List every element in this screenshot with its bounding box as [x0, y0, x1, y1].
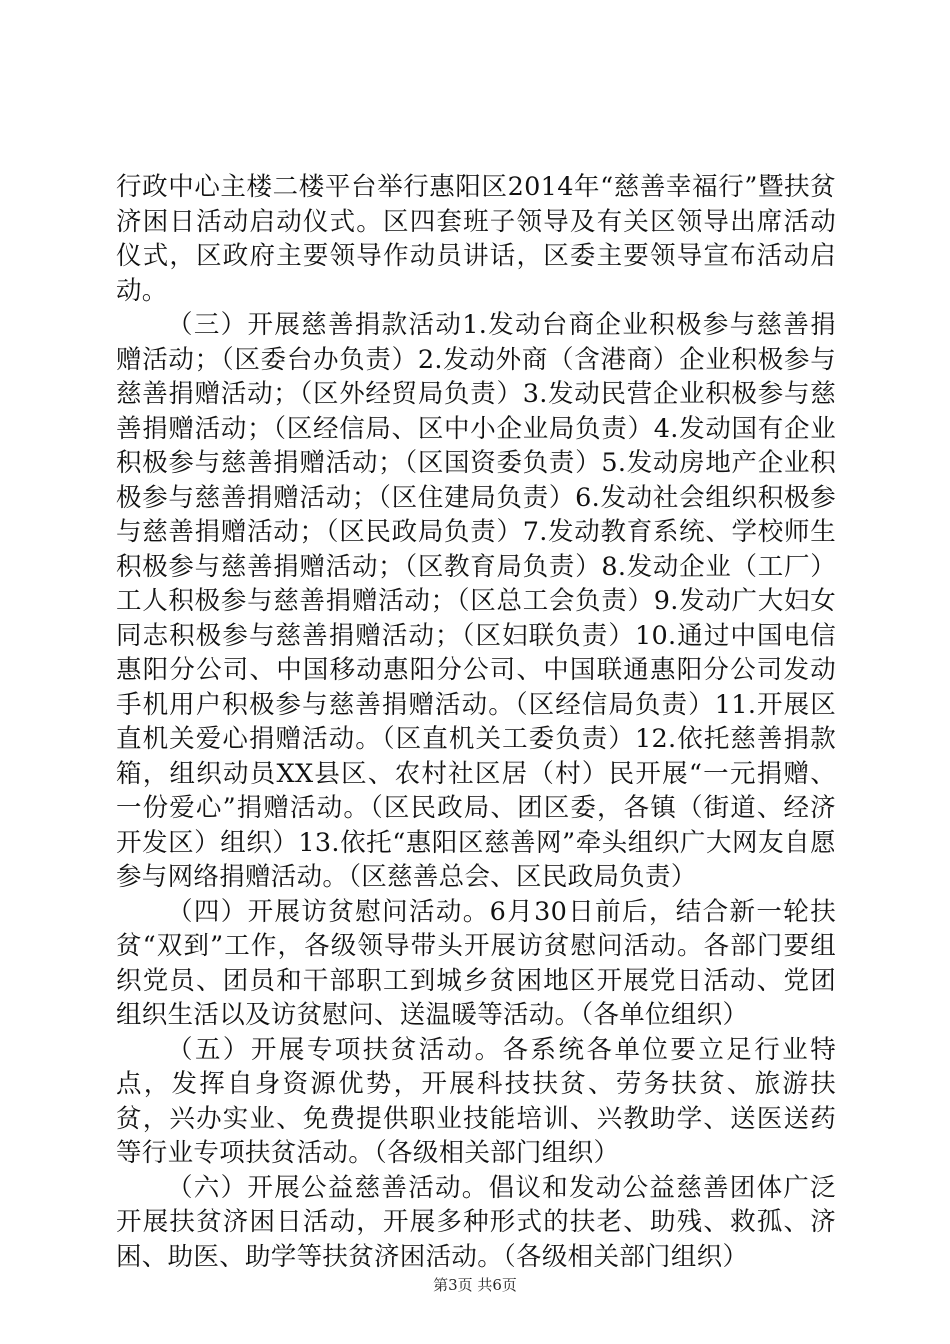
paragraph-section-6: （六）开展公益慈善活动。倡议和发动公益慈善团体广泛开展扶贫济困日活动，开展多种形式的扶老、助残、救孤、济困、助医、助学等扶贫济困活动。（各级相关部门组织） — [116, 1172, 836, 1272]
document-body — [116, 170, 836, 1274]
paragraph-intro: 行政中心主楼二楼平台举行惠阳区2014年“慈善幸福行”暨扶贫济困日活动启动仪式。区四套班子领导及有关区领导出席活动仪式，区政府主要领导作动员讲话，区委主要领导宣布活动启动。 — [116, 172, 836, 306]
paragraph-section-3: （三）开展慈善捐款活动1.发动台商企业积极参与慈善捐赠活动；（区委台办负责）2.发动外商（含港商）企业积极参与慈善捐赠活动；（区外经贸局负责）3.发动民营企业积极参与慈善捐赠活动；（区经信局、区中小企业局负责）4.发动国有企业积极参与慈善捐赠活动；（区国资委负责）5.发动房地产企业积极参与慈善捐赠活动；（区住建局负责）6.发动社会组织积极参与慈善捐赠活动；（区民政局负责）7.发动教育系统、学校师生积极参与慈善捐赠活动；（区教育局负责）8.发动企业（工厂）工人积极参与慈善捐赠活动；（区总工会负责）9.发动广大妇女同志积极参与慈善捐赠活动；（区妇联负责）10.通过中国电信惠阳分公司、中国移动惠阳分公司、中国联通惠阳分公司发动手机用户积极参与慈善捐赠活动。（区经信局负责）11.开展区直机关爱心捐赠活动。（区直机关工委负责）12.依托慈善捐款箱，组织动员XX县区、农村社区居（村）民开展“一元捐赠、一份爱心”捐赠活动。（区民政局、团区委，各镇（街道、经济开发区）组织）13.依托“惠阳区慈善网”牵头组织广大网友自愿参与网络捐赠活动。（区慈善总会、区民政局负责） — [116, 310, 836, 892]
paragraph-section-5: （五）开展专项扶贫活动。各系统各单位要立足行业特点，发挥自身资源优势，开展科技扶贫、劳务扶贫、旅游扶贫，兴办实业、免费提供职业技能培训、兴教助学、送医送药等行业专项扶贫活动。（各级相关部门组织） — [116, 1034, 836, 1168]
page-number-footer: 第3页 共6页 — [433, 1276, 517, 1294]
paragraph-section-4: （四）开展访贫慰问活动。6月30日前后，结合新一轮扶贫“双到”工作，各级领导带头开展访贫慰问活动。各部门要组织党员、团员和干部职工到城乡贫困地区开展党日活动、党团组织生活以及访贫慰问、送温暖等活动。（各单位组织） — [116, 896, 836, 1030]
